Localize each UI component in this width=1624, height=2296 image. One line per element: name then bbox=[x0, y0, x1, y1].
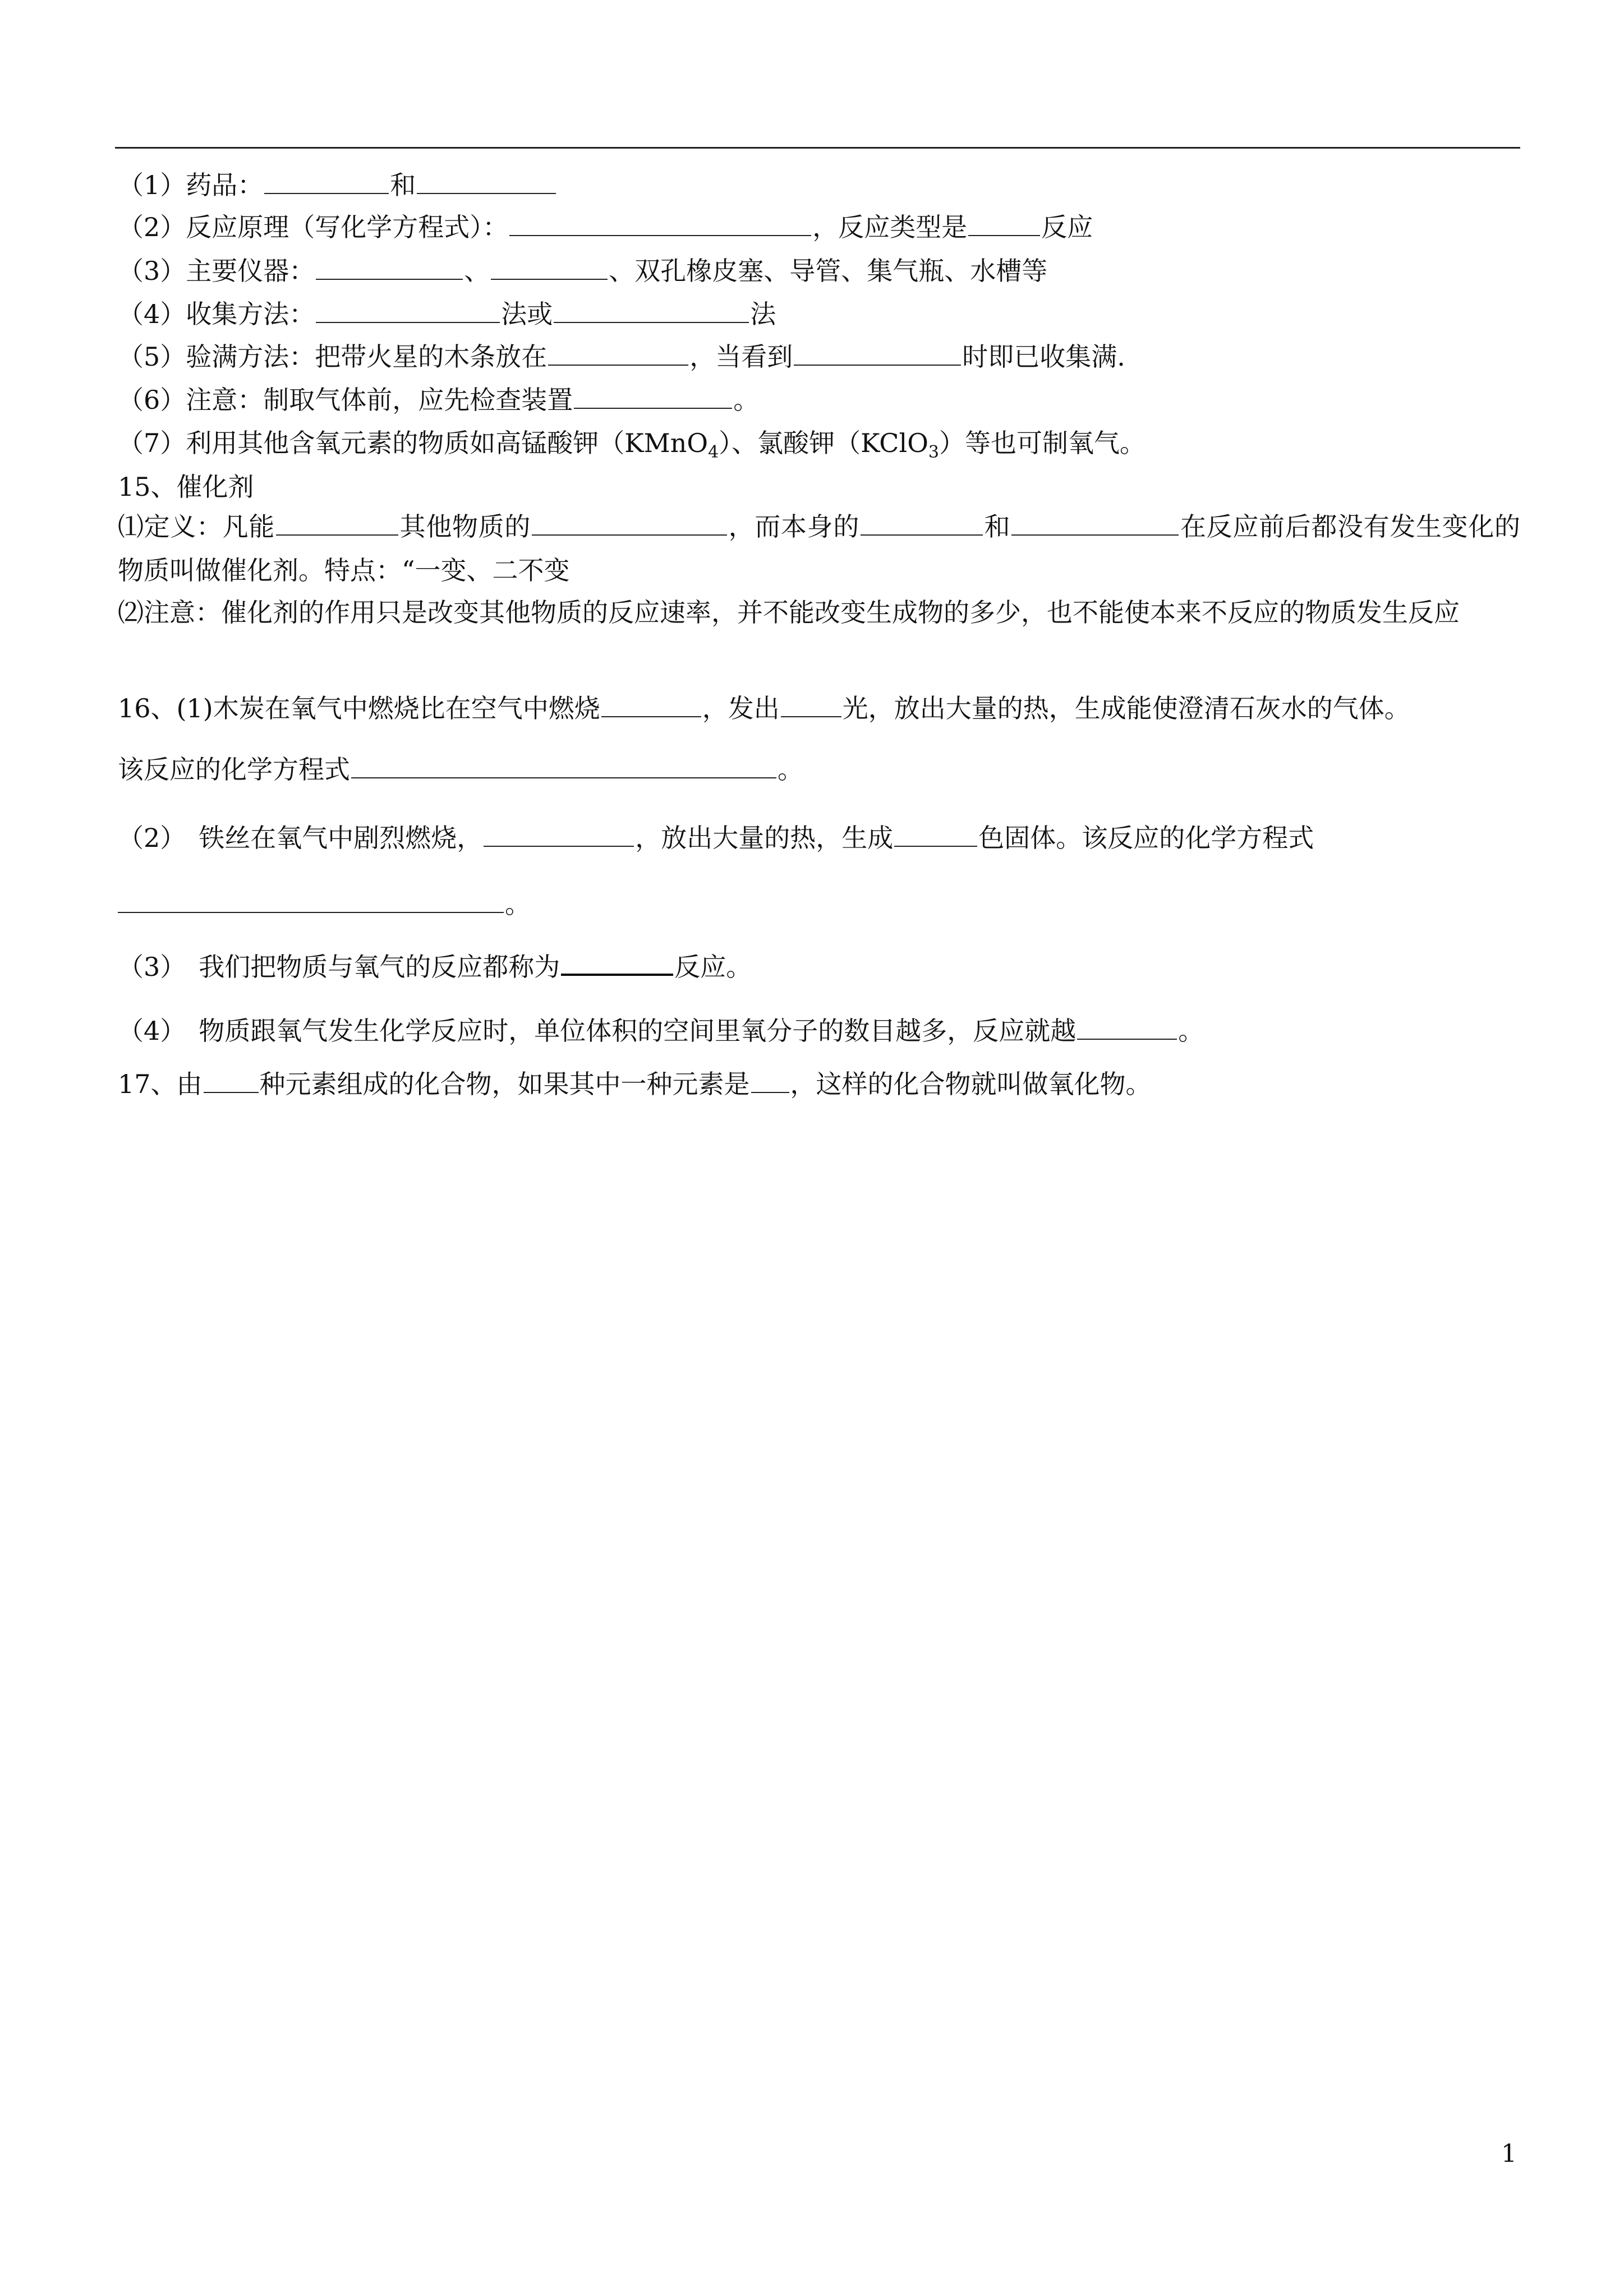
text: 、双孔橡皮塞、导管、集气瓶、水槽等 bbox=[609, 256, 1048, 286]
text: ，而本身的 bbox=[728, 511, 859, 542]
text: ⑴定义：凡能 bbox=[118, 511, 275, 542]
text: 、 bbox=[464, 256, 490, 286]
text: 时即已收集满. bbox=[962, 342, 1125, 372]
answer-blank[interactable] bbox=[118, 889, 504, 913]
text: （7）利用其他含氧元素的物质如高锰酸钾（KMnO bbox=[118, 428, 709, 458]
text: （3） 我们把物质与氧气的反应都称为 bbox=[118, 952, 560, 982]
q14-item-7 bbox=[118, 426, 1520, 469]
text: 。 bbox=[733, 385, 760, 415]
text: 法 bbox=[750, 299, 776, 329]
text: 法或 bbox=[501, 299, 553, 329]
q14-item-1 bbox=[118, 168, 1520, 202]
answer-blank[interactable] bbox=[484, 823, 634, 847]
answer-blank[interactable] bbox=[491, 256, 608, 280]
q16-item-4 bbox=[118, 1014, 1520, 1048]
subscript: 4 bbox=[708, 442, 719, 463]
q16-item-2-equation bbox=[118, 887, 1520, 921]
text: （4） 物质跟氧气发生化学反应时，单位体积的空间里氧分子的数目越多，反应就越 bbox=[118, 1016, 1076, 1046]
header-rule bbox=[115, 147, 1520, 149]
text: ，反应类型是 bbox=[812, 212, 968, 242]
q14-item-5 bbox=[118, 340, 1520, 374]
text: 17、由 bbox=[118, 1069, 203, 1099]
q16-item-2 bbox=[118, 821, 1520, 855]
text: 。 bbox=[505, 889, 531, 919]
answer-blank[interactable] bbox=[574, 385, 732, 409]
q15-title: 15、催化剂 bbox=[118, 472, 254, 502]
answer-blank[interactable] bbox=[509, 213, 811, 236]
text: 和 bbox=[984, 511, 1011, 542]
q17 bbox=[118, 1067, 1520, 1101]
text: 光，放出大量的热，生成能使澄清石灰水的气体。 bbox=[842, 693, 1410, 723]
text: 色固体。该反应的化学方程式 bbox=[978, 823, 1314, 853]
text: ）等也可制氧气。 bbox=[939, 428, 1146, 458]
text: ，放出大量的热，生成 bbox=[635, 823, 894, 853]
q16-item-3 bbox=[118, 950, 1520, 984]
text: ，这样的化合物就叫做氧化物。 bbox=[790, 1069, 1152, 1099]
text: （3）主要仪器： bbox=[118, 256, 315, 286]
answer-blank[interactable] bbox=[417, 170, 556, 194]
text: （6）注意：制取气体前，应先检查装置 bbox=[118, 385, 573, 415]
answer-blank[interactable] bbox=[316, 299, 500, 323]
text: 。 bbox=[778, 754, 803, 785]
page-number: 1 bbox=[1501, 2140, 1517, 2168]
answer-blank[interactable] bbox=[204, 1069, 259, 1093]
answer-blank[interactable] bbox=[894, 823, 977, 847]
answer-blank[interactable] bbox=[561, 951, 673, 976]
subscript: 3 bbox=[928, 442, 940, 463]
answer-blank[interactable] bbox=[968, 213, 1040, 236]
text: ，发出 bbox=[702, 693, 780, 723]
text: （4）收集方法： bbox=[118, 299, 315, 329]
q14-item-4 bbox=[118, 297, 1520, 331]
text: ，当看到 bbox=[689, 342, 793, 372]
text: （5）验满方法：把带火星的木条放在 bbox=[118, 342, 548, 372]
q14-item-3 bbox=[118, 254, 1520, 288]
answer-blank[interactable] bbox=[1011, 512, 1179, 536]
q15-note: ⑵注意：催化剂的作用只是改变其他物质的反应速率，并不能改变生成物的多少，也不能使本来不反应的物质发生反应 bbox=[118, 597, 1460, 628]
answer-blank[interactable] bbox=[316, 256, 463, 280]
answer-blank[interactable] bbox=[794, 342, 961, 366]
text: 其他物质的 bbox=[399, 511, 531, 542]
q14-item-2 bbox=[118, 210, 1520, 244]
text: （2） 铁丝在氧气中剧烈燃烧， bbox=[118, 823, 483, 853]
answer-blank[interactable] bbox=[601, 694, 701, 717]
text: （2）反应原理（写化学方程式）： bbox=[118, 212, 509, 242]
text: 在反应前后都没有发生变化的物质叫做催化剂。特点：“一变、二不变 bbox=[118, 511, 1521, 585]
text: 和 bbox=[390, 170, 416, 200]
q16-item-1 bbox=[118, 691, 1520, 725]
q16-item-1-equation bbox=[118, 753, 1520, 786]
text: 16、(1)木炭在氧气中燃烧比在空气中燃烧 bbox=[118, 693, 600, 723]
text: 反应。 bbox=[674, 952, 752, 982]
q15-definition bbox=[118, 505, 1520, 592]
text: 该反应的化学方程式 bbox=[118, 754, 350, 785]
text: ）、氯酸钾（KClO bbox=[719, 428, 928, 458]
answer-blank[interactable] bbox=[276, 512, 398, 536]
answer-blank[interactable] bbox=[1077, 1016, 1177, 1040]
text: 。 bbox=[1178, 1016, 1204, 1046]
text: 反应 bbox=[1041, 212, 1093, 242]
text: （1）药品： bbox=[118, 170, 264, 200]
answer-blank[interactable] bbox=[861, 512, 983, 536]
answer-blank[interactable] bbox=[554, 299, 749, 323]
answer-blank[interactable] bbox=[548, 342, 688, 366]
answer-blank[interactable] bbox=[532, 512, 727, 536]
answer-blank[interactable] bbox=[751, 1069, 789, 1093]
answer-blank[interactable] bbox=[351, 755, 776, 778]
text: 种元素组成的化合物，如果其中一种元素是 bbox=[259, 1069, 750, 1099]
q14-item-6 bbox=[118, 383, 1520, 417]
answer-blank[interactable] bbox=[264, 170, 389, 194]
answer-blank[interactable] bbox=[781, 694, 841, 717]
